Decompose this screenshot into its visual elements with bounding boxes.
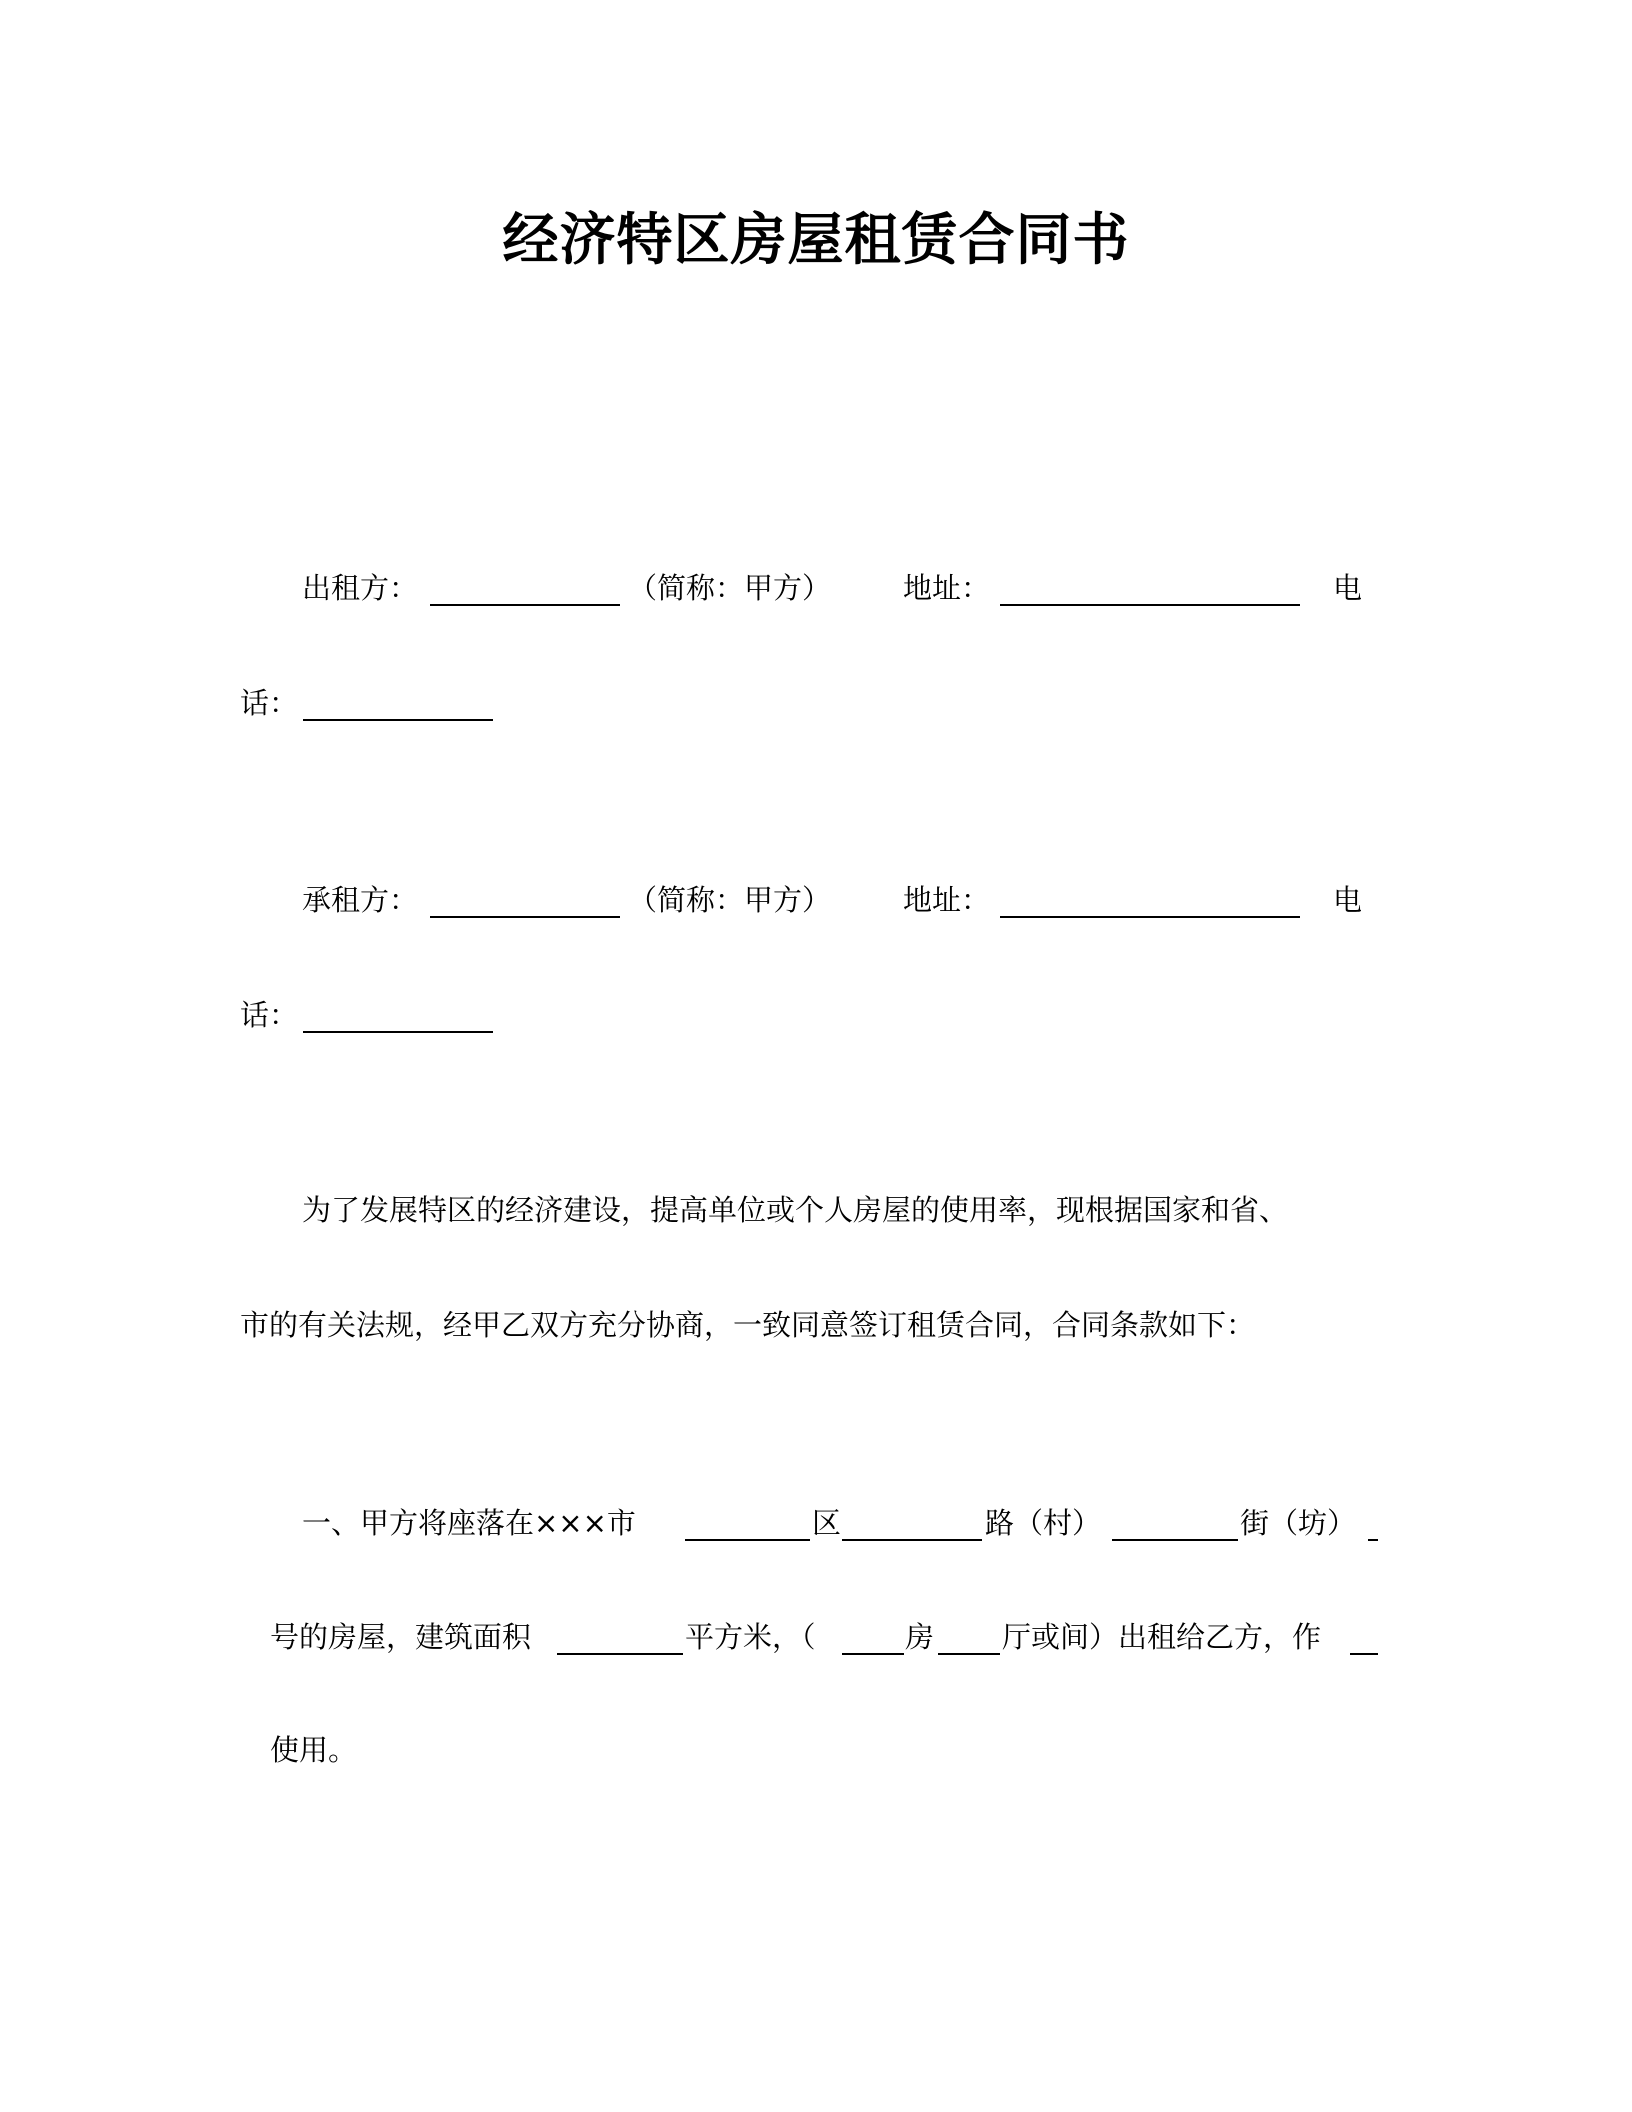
clause1-text-d: 街（坊） — [1240, 1506, 1357, 1540]
clause1-text-h: 厅或间）出租给乙方，作 — [1002, 1620, 1322, 1654]
street-field[interactable] — [1112, 1539, 1238, 1541]
lessee-phone-field[interactable] — [303, 1031, 493, 1033]
lessee-label: 承租方： — [302, 883, 419, 917]
usage-field[interactable] — [1350, 1653, 1378, 1655]
clause1-text-c: 路（村） — [985, 1506, 1102, 1540]
halls-field[interactable] — [938, 1653, 1000, 1655]
clause1-line-2 — [0, 1617, 1632, 1657]
lessor-phone-line — [0, 683, 1632, 723]
road-field[interactable] — [842, 1539, 982, 1541]
lessor-line — [0, 568, 1632, 608]
clause1-line-1 — [0, 1503, 1632, 1543]
preamble-line-2: 市的有关法规，经甲乙双方充分协商，一致同意签订租赁合同，合同条款如下： — [240, 1308, 1256, 1342]
lessor-address-label: 地址： — [903, 571, 991, 605]
lessee-phone-line — [0, 995, 1632, 1035]
lessee-abbr: （简称：甲方） — [628, 883, 832, 917]
clause1-text-a: 一、甲方将座落在×××市 — [302, 1506, 636, 1540]
lessor-phone-label-a: 电 — [1333, 571, 1363, 605]
rooms-field[interactable] — [842, 1653, 904, 1655]
lessor-name-field[interactable] — [430, 604, 620, 606]
clause1-text-g: 房 — [905, 1620, 935, 1654]
preamble-line-1: 为了发展特区的经济建设，提高单位或个人房屋的使用率，现根据国家和省、 — [302, 1193, 1289, 1227]
lessee-phone-label-a: 电 — [1333, 883, 1363, 917]
document-title: 经济特区房屋租赁合同书 — [502, 208, 1130, 273]
lessor-abbr: （简称：甲方） — [628, 571, 832, 605]
lessee-line — [0, 880, 1632, 920]
district-field[interactable] — [685, 1539, 810, 1541]
lessor-label: 出租方： — [302, 571, 419, 605]
lessor-address-field[interactable] — [1000, 604, 1300, 606]
clause1-line-3: 使用。 — [270, 1733, 358, 1767]
lessor-phone-label-b: 话： — [240, 686, 299, 720]
lessee-name-field[interactable] — [430, 916, 620, 918]
lessee-address-field[interactable] — [1000, 916, 1300, 918]
clause1-text-b: 区 — [812, 1506, 842, 1540]
clause1-text-e: 号的房屋，建筑面积 — [270, 1620, 532, 1654]
lessor-phone-field[interactable] — [303, 719, 493, 721]
lessee-phone-label-b: 话： — [240, 998, 299, 1032]
lessee-address-label: 地址： — [903, 883, 991, 917]
area-field[interactable] — [557, 1653, 683, 1655]
clause1-text-f: 平方米，（ — [685, 1620, 816, 1654]
number-field[interactable] — [1368, 1539, 1378, 1541]
